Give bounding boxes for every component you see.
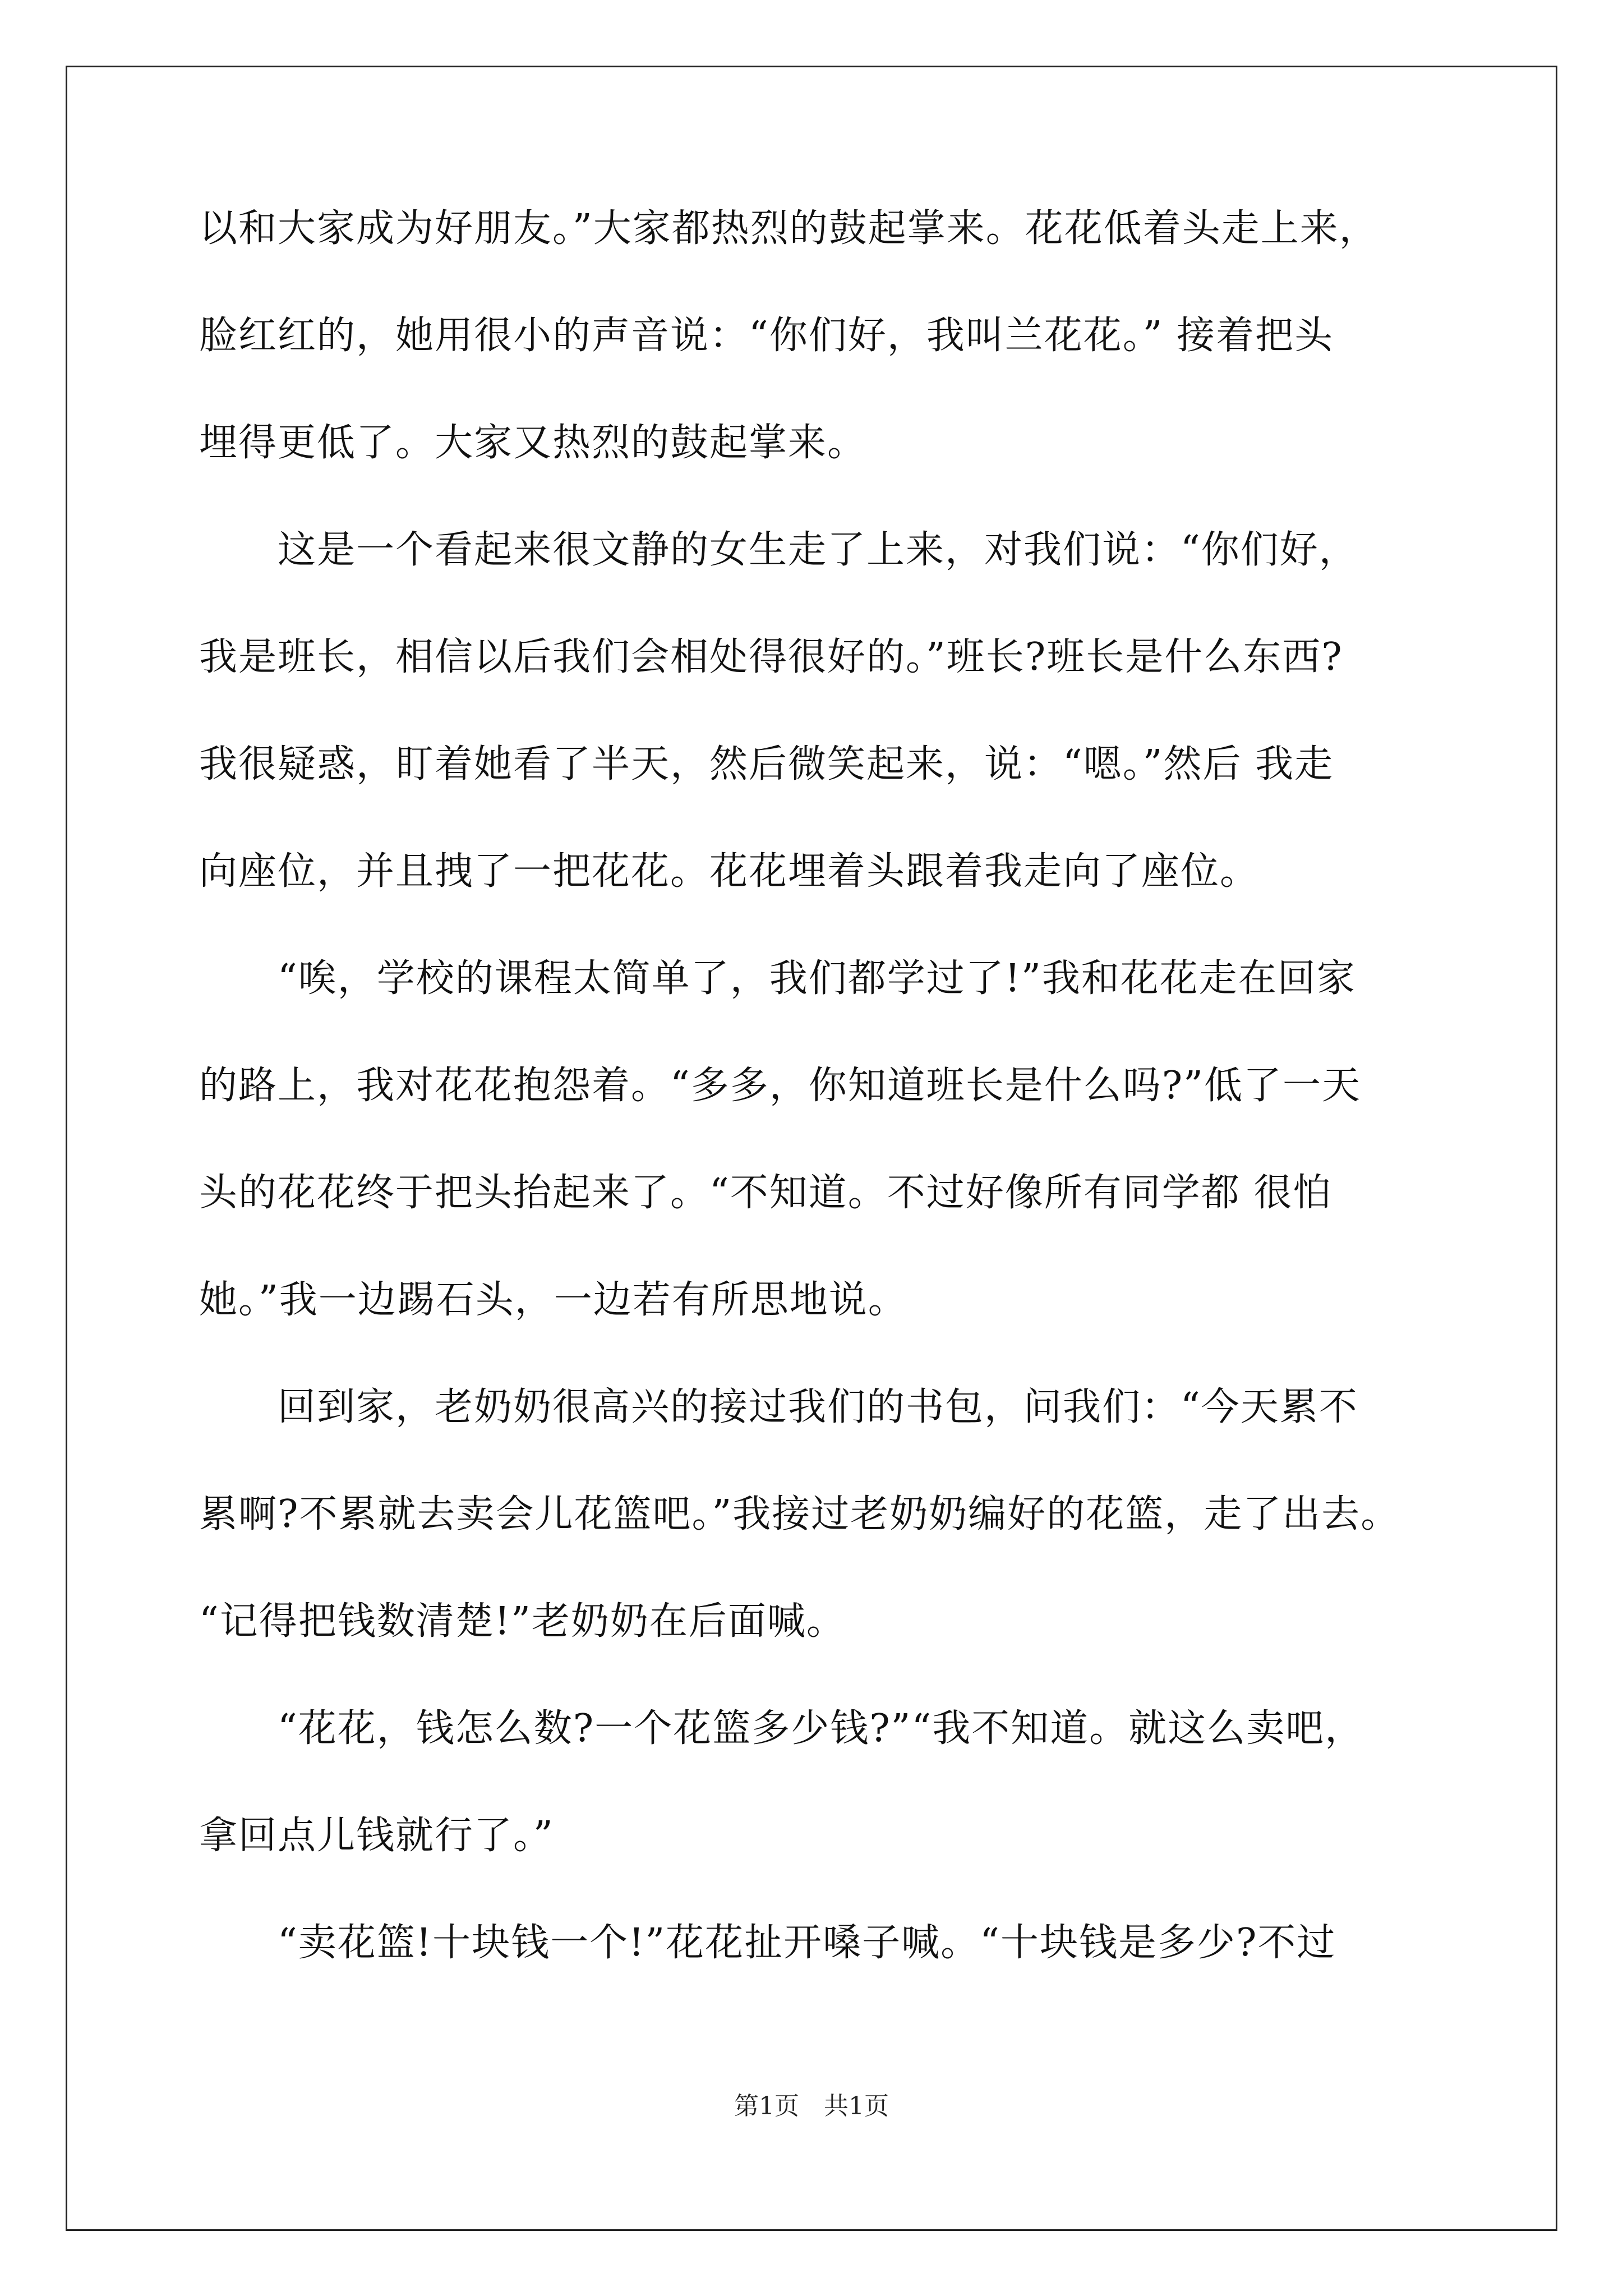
text-line: “卖花篮!十块钱一个!”花花扯开嗓子喊。“十块钱是多少?不过 (199, 1921, 1336, 1965)
text-line: 以和大家成为好朋友。”大家都热烈的鼓起掌来。花花低着头走上来， (199, 206, 1378, 251)
text-line: 脸红红的，她用很小的声音说：“你们好，我叫兰花花。” 接着把头 (199, 314, 1334, 358)
text-line: “花花，钱怎么数?一个花篮多少钱?”“我不知道。就这么卖吧， (199, 1706, 1364, 1751)
text-line: “唉，学校的课程太简单了，我们都学过了!”我和花花走在回家 (199, 956, 1356, 1001)
text-line: 累啊?不累就去卖会儿花篮吧。”我接过老奶奶编好的花篮，走了出去。 (199, 1492, 1400, 1536)
text-line: 这是一个看起来很文静的女生走了上来，对我们说：“你们好， (199, 528, 1358, 572)
text-line: 的路上，我对花花抱怨着。“多多，你知道班长是什么吗?”低了一天 (199, 1064, 1361, 1108)
page-border (66, 66, 1557, 2231)
text-line: 她。”我一边踢石头，一边若有所思地说。 (199, 1278, 907, 1322)
text-line: 回到家，老奶奶很高兴的接过我们的书包，问我们：“今天累不 (199, 1385, 1358, 1429)
text-line: 我很疑惑，盯着她看了半天，然后微笑起来，说：“嗯。”然后 我走 (199, 742, 1334, 786)
text-line: 向座位，并且拽了一把花花。花花埋着头跟着我走向了座位。 (199, 849, 1260, 894)
text-line: 我是班长，相信以后我们会相处得很好的。”班长?班长是什么东西? (199, 635, 1343, 679)
page-footer: 第1页 共1页 (734, 2092, 889, 2120)
text-line: 头的花花终于把头抬起来了。“不知道。不过好像所有同学都 很怕 (199, 1171, 1332, 1215)
text-line: 拿回点儿钱就行了。” (199, 1814, 554, 1858)
text-line: 埋得更低了。大家又热烈的鼓起掌来。 (199, 421, 867, 465)
text-line: “记得把钱数清楚!”老奶奶在后面喊。 (199, 1599, 846, 1644)
